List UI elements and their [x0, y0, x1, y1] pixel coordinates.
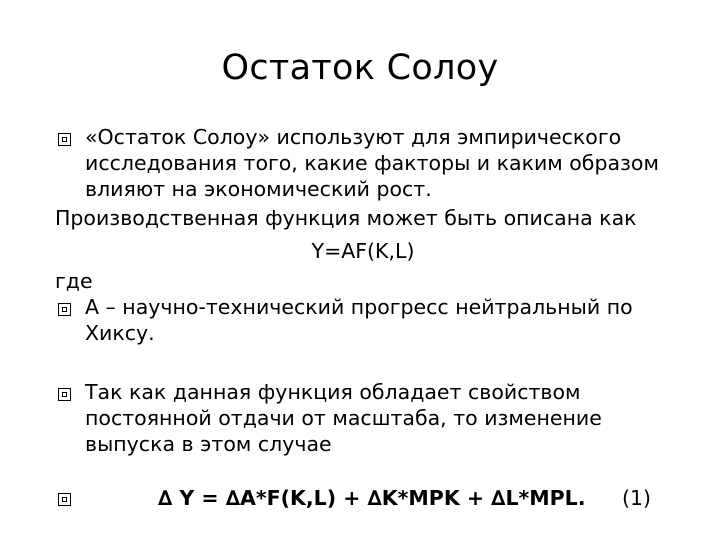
square-bullet-icon	[58, 493, 71, 506]
bullet1-line1: «Остаток Солоу» используют для эмпирического	[85, 125, 622, 149]
slide-title: Остаток Солоу	[221, 48, 499, 88]
equation-number: (1)	[622, 486, 652, 510]
bullet3-line1: Так как данная функция обладает свойством	[85, 380, 581, 404]
bullet2-line1: А – научно-технический прогресс нейтральный по	[85, 295, 633, 319]
bullet1-line3: влияют на экономический рост.	[85, 177, 432, 201]
formula-text: Y=AF(K,L)	[311, 239, 415, 263]
square-bullet-icon	[58, 388, 71, 401]
bullet1-line2: исследования того, какие факторы и каким образом	[85, 151, 659, 175]
production-function-text: Производственная функция может быть описана как	[55, 206, 637, 230]
bullet2-line2: Хиксу.	[85, 321, 155, 345]
square-bullet-icon	[58, 303, 71, 316]
square-bullet-icon	[58, 133, 71, 146]
growth-equation: ∆ Y = ∆A*F(K,L) + ∆K*MPK + ∆L*MPL.	[158, 486, 586, 510]
bullet3-line2: постоянной отдачи от масштаба, то изменение	[85, 406, 602, 430]
where-text: где	[55, 269, 93, 293]
bullet3-line3: выпуска в этом случае	[85, 432, 332, 456]
